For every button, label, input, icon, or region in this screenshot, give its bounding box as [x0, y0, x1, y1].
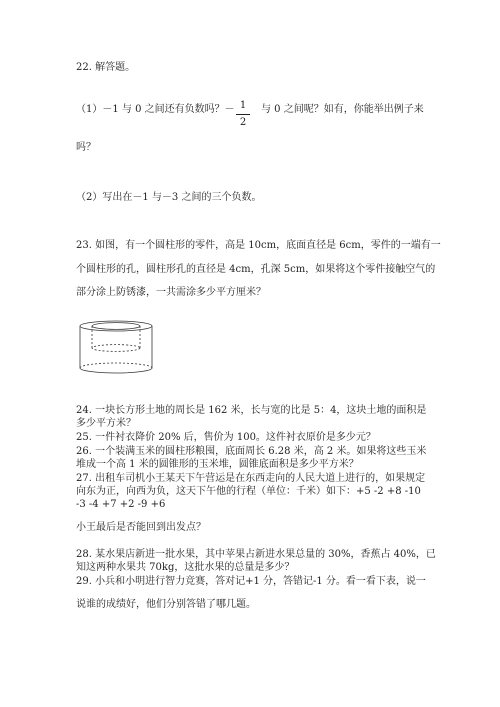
q22-title: 22. 解答题。	[76, 62, 136, 73]
q23-line3: 部分涂上防锈漆，一共需涂多少平方厘米？	[76, 287, 266, 298]
q28-line1: 28. 某水果店新进一批水果，其中苹果占新进水果总量的 30%，香蕉占 40%，已	[76, 549, 436, 560]
q24-line2: 多少平方米？	[76, 418, 136, 429]
cylinder-with-hole-figure	[76, 318, 156, 380]
q29-line2: 说谁的成绩好，他们分别答错了哪几题。	[76, 599, 256, 610]
q29-line1: 29. 小兵和小明进行智力竞赛，答对记+1 分，答错记-1 分。看一看下表，说一	[76, 576, 426, 587]
q22-part2: （2）写出在－1 与－3 之间的三个负数。	[76, 192, 262, 203]
hole-top-ellipse	[92, 323, 140, 330]
cylinder-bottom-front-arc	[80, 368, 152, 373]
q26-line1: 26. 一个装满玉米的圆柱形粮囤，底面周长 6.28 米，高 2 米。如果将这些玉米	[76, 446, 427, 457]
q22-part1-text-c: 吗？	[76, 142, 96, 153]
fraction-one-half	[236, 100, 250, 129]
q26-line2: 堆成一个高 1 米的圆锥形的玉米堆，圆锥底面积是多少平方米？	[76, 459, 359, 470]
q22-part1-text-b: 与 0 之间呢？如有，你能举出例子来	[261, 104, 424, 115]
fraction-denominator: 2	[239, 117, 247, 128]
fraction-numerator: 1	[239, 100, 247, 111]
hole-bottom-ellipse	[92, 345, 140, 352]
q27-line1: 27. 出租车司机小王某天下午营运是在东西走向的人民大道上进行的，如果规定	[76, 473, 426, 484]
cylinder-bottom-back-arc	[80, 363, 152, 368]
q25-line1: 25. 一件衬衣降价 20% 后，售价为 100。这件衬衣原价是多少元？	[76, 432, 376, 443]
q27-line3: -3 -4 +7 +2 -9 +6	[76, 499, 166, 510]
fraction-bar	[236, 114, 250, 115]
q23-line1: 23. 如图，有一个圆柱形的零件，高是 10cm，底面直径是 6cm，零件的一端有一	[76, 240, 441, 251]
q27-line2: 向东为正，向西为负，这天下午他的行程（单位：千米）如下：+5 -2 +8 -10	[76, 486, 421, 497]
q23-line2: 个圆柱形的孔，圆柱形孔的直径是 4cm，孔深 5cm，如果将这个零件接触空气的	[76, 264, 436, 275]
q28-line2: 知这两种水果共 70kg，这批水果的总量是多少？	[76, 562, 295, 573]
q27-line4: 小王最后是否能回到出发点？	[76, 522, 206, 533]
q24-line1: 24. 一块长方形土地的周长是 162 米，长与宽的比是 5：4，这块土地的面积是	[76, 405, 427, 416]
q22-part1-text-a: （1）－1 与 0 之间还有负数吗？－	[76, 104, 235, 115]
